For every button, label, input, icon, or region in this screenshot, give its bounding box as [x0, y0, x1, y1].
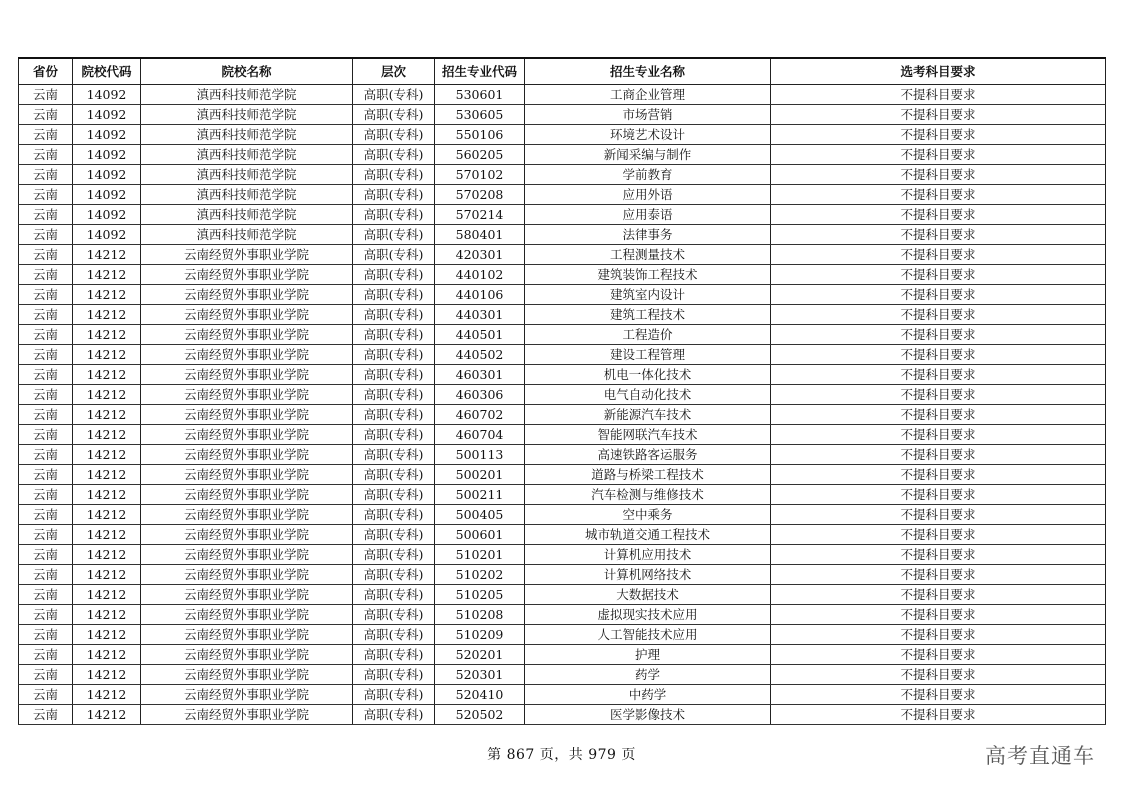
page-number: 第 867 页，共 979 页 [487, 747, 636, 763]
cell-major-name: 城市轨道交通工程技术 [525, 525, 771, 545]
table-row [19, 605, 1106, 625]
cell-school-code: 14092 [73, 165, 141, 185]
cell-subject-requirement: 不提科目要求 [771, 105, 1106, 125]
cell-school-code: 14092 [73, 125, 141, 145]
cell-subject-requirement: 不提科目要求 [771, 485, 1106, 505]
cell-major-code: 520502 [435, 705, 525, 725]
cell-province: 云南 [19, 365, 73, 385]
header-school-code: 院校代码 [73, 58, 141, 85]
cell-school-name: 云南经贸外事职业学院 [141, 425, 353, 445]
cell-subject-requirement: 不提科目要求 [771, 445, 1106, 465]
cell-level: 高职(专科) [353, 85, 435, 105]
cell-major-code: 460306 [435, 385, 525, 405]
cell-major-name: 环境艺术设计 [525, 125, 771, 145]
cell-school-code: 14212 [73, 625, 141, 645]
cell-school-name: 滇西科技师范学院 [141, 125, 353, 145]
cell-subject-requirement: 不提科目要求 [771, 305, 1106, 325]
cell-major-name: 建筑装饰工程技术 [525, 265, 771, 285]
cell-school-name: 云南经贸外事职业学院 [141, 685, 353, 705]
cell-major-code: 570208 [435, 185, 525, 205]
cell-province: 云南 [19, 525, 73, 545]
cell-school-code: 14212 [73, 325, 141, 345]
cell-major-name: 应用泰语 [525, 205, 771, 225]
cell-major-code: 420301 [435, 245, 525, 265]
cell-major-code: 440301 [435, 305, 525, 325]
cell-level: 高职(专科) [353, 285, 435, 305]
cell-school-name: 云南经贸外事职业学院 [141, 405, 353, 425]
cell-province: 云南 [19, 145, 73, 165]
cell-school-code: 14212 [73, 445, 141, 465]
cell-level: 高职(专科) [353, 685, 435, 705]
cell-province: 云南 [19, 265, 73, 285]
cell-major-code: 440106 [435, 285, 525, 305]
cell-major-code: 500201 [435, 465, 525, 485]
cell-major-code: 520410 [435, 685, 525, 705]
cell-subject-requirement: 不提科目要求 [771, 685, 1106, 705]
cell-level: 高职(专科) [353, 225, 435, 245]
cell-school-code: 14212 [73, 505, 141, 525]
cell-major-name: 市场营销 [525, 105, 771, 125]
cell-province: 云南 [19, 465, 73, 485]
cell-province: 云南 [19, 665, 73, 685]
cell-major-code: 510202 [435, 565, 525, 585]
cell-province: 云南 [19, 305, 73, 325]
cell-school-code: 14092 [73, 225, 141, 245]
table-row [19, 345, 1106, 365]
cell-school-name: 云南经贸外事职业学院 [141, 605, 353, 625]
cell-school-code: 14212 [73, 365, 141, 385]
cell-major-name: 虚拟现实技术应用 [525, 605, 771, 625]
header-major-name: 招生专业名称 [525, 58, 771, 85]
cell-school-code: 14212 [73, 485, 141, 505]
cell-level: 高职(专科) [353, 405, 435, 425]
cell-subject-requirement: 不提科目要求 [771, 645, 1106, 665]
cell-major-name: 药学 [525, 665, 771, 685]
cell-province: 云南 [19, 425, 73, 445]
cell-level: 高职(专科) [353, 505, 435, 525]
cell-subject-requirement: 不提科目要求 [771, 225, 1106, 245]
cell-level: 高职(专科) [353, 525, 435, 545]
cell-school-code: 14212 [73, 265, 141, 285]
cell-major-name: 大数据技术 [525, 585, 771, 605]
cell-major-code: 520301 [435, 665, 525, 685]
cell-major-name: 电气自动化技术 [525, 385, 771, 405]
table-row [19, 145, 1106, 165]
cell-major-code: 440501 [435, 325, 525, 345]
cell-school-name: 云南经贸外事职业学院 [141, 525, 353, 545]
cell-major-code: 570102 [435, 165, 525, 185]
table-row [19, 305, 1106, 325]
cell-level: 高职(专科) [353, 425, 435, 445]
cell-school-code: 14212 [73, 645, 141, 665]
cell-subject-requirement: 不提科目要求 [771, 325, 1106, 345]
cell-major-code: 510208 [435, 605, 525, 625]
table-row [19, 325, 1106, 345]
cell-province: 云南 [19, 85, 73, 105]
table-row [19, 685, 1106, 705]
table-row [19, 365, 1106, 385]
cell-major-name: 汽车检测与维修技术 [525, 485, 771, 505]
cell-school-code: 14212 [73, 705, 141, 725]
cell-province: 云南 [19, 625, 73, 645]
table-row [19, 485, 1106, 505]
header-major-code: 招生专业代码 [435, 58, 525, 85]
cell-level: 高职(专科) [353, 125, 435, 145]
cell-school-name: 云南经贸外事职业学院 [141, 705, 353, 725]
cell-major-name: 工商企业管理 [525, 85, 771, 105]
cell-subject-requirement: 不提科目要求 [771, 205, 1106, 225]
cell-major-name: 医学影像技术 [525, 705, 771, 725]
table-row [19, 165, 1106, 185]
cell-level: 高职(专科) [353, 565, 435, 585]
cell-province: 云南 [19, 325, 73, 345]
admission-requirements-table [18, 57, 1106, 725]
cell-major-name: 中药学 [525, 685, 771, 705]
table-row [19, 465, 1106, 485]
table-row [19, 125, 1106, 145]
table-row [19, 385, 1106, 405]
cell-subject-requirement: 不提科目要求 [771, 585, 1106, 605]
cell-subject-requirement: 不提科目要求 [771, 245, 1106, 265]
cell-school-code: 14212 [73, 345, 141, 365]
cell-major-name: 建筑室内设计 [525, 285, 771, 305]
cell-province: 云南 [19, 645, 73, 665]
cell-school-name: 滇西科技师范学院 [141, 145, 353, 165]
cell-major-name: 护理 [525, 645, 771, 665]
cell-major-code: 560205 [435, 145, 525, 165]
cell-school-name: 滇西科技师范学院 [141, 225, 353, 245]
cell-level: 高职(专科) [353, 465, 435, 485]
cell-school-name: 云南经贸外事职业学院 [141, 485, 353, 505]
cell-school-code: 14212 [73, 665, 141, 685]
cell-subject-requirement: 不提科目要求 [771, 545, 1106, 565]
cell-major-name: 道路与桥梁工程技术 [525, 465, 771, 485]
cell-subject-requirement: 不提科目要求 [771, 525, 1106, 545]
cell-province: 云南 [19, 485, 73, 505]
cell-subject-requirement: 不提科目要求 [771, 565, 1106, 585]
cell-school-name: 云南经贸外事职业学院 [141, 545, 353, 565]
cell-major-code: 510201 [435, 545, 525, 565]
cell-school-name: 云南经贸外事职业学院 [141, 305, 353, 325]
cell-school-code: 14212 [73, 465, 141, 485]
cell-school-name: 滇西科技师范学院 [141, 85, 353, 105]
cell-major-name: 高速铁路客运服务 [525, 445, 771, 465]
table-row [19, 105, 1106, 125]
cell-major-name: 新闻采编与制作 [525, 145, 771, 165]
cell-school-name: 滇西科技师范学院 [141, 105, 353, 125]
cell-level: 高职(专科) [353, 325, 435, 345]
cell-major-code: 530601 [435, 85, 525, 105]
cell-school-name: 云南经贸外事职业学院 [141, 645, 353, 665]
cell-level: 高职(专科) [353, 485, 435, 505]
cell-level: 高职(专科) [353, 385, 435, 405]
cell-school-name: 云南经贸外事职业学院 [141, 385, 353, 405]
cell-level: 高职(专科) [353, 445, 435, 465]
cell-province: 云南 [19, 505, 73, 525]
cell-major-name: 建筑工程技术 [525, 305, 771, 325]
table-row [19, 445, 1106, 465]
header-level: 层次 [353, 58, 435, 85]
cell-major-name: 机电一体化技术 [525, 365, 771, 385]
cell-major-name: 新能源汽车技术 [525, 405, 771, 425]
cell-school-code: 14212 [73, 385, 141, 405]
cell-school-code: 14212 [73, 685, 141, 705]
table-row [19, 405, 1106, 425]
cell-major-code: 550106 [435, 125, 525, 145]
header-subject-requirement: 选考科目要求 [771, 58, 1106, 85]
cell-province: 云南 [19, 445, 73, 465]
cell-major-code: 460702 [435, 405, 525, 425]
cell-subject-requirement: 不提科目要求 [771, 365, 1106, 385]
cell-school-code: 14212 [73, 585, 141, 605]
cell-subject-requirement: 不提科目要求 [771, 505, 1106, 525]
cell-major-name: 建设工程管理 [525, 345, 771, 365]
cell-major-name: 学前教育 [525, 165, 771, 185]
cell-province: 云南 [19, 225, 73, 245]
cell-school-code: 14212 [73, 605, 141, 625]
cell-major-code: 440502 [435, 345, 525, 365]
cell-level: 高职(专科) [353, 605, 435, 625]
cell-school-name: 云南经贸外事职业学院 [141, 445, 353, 465]
cell-major-code: 510205 [435, 585, 525, 605]
cell-school-code: 14092 [73, 105, 141, 125]
cell-major-code: 500405 [435, 505, 525, 525]
cell-subject-requirement: 不提科目要求 [771, 665, 1106, 685]
cell-level: 高职(专科) [353, 545, 435, 565]
cell-major-name: 应用外语 [525, 185, 771, 205]
cell-subject-requirement: 不提科目要求 [771, 425, 1106, 445]
cell-subject-requirement: 不提科目要求 [771, 145, 1106, 165]
cell-major-code: 520201 [435, 645, 525, 665]
table-row [19, 245, 1106, 265]
cell-level: 高职(专科) [353, 365, 435, 385]
cell-province: 云南 [19, 245, 73, 265]
cell-school-name: 云南经贸外事职业学院 [141, 585, 353, 605]
cell-level: 高职(专科) [353, 245, 435, 265]
cell-subject-requirement: 不提科目要求 [771, 185, 1106, 205]
header-province: 省份 [19, 58, 73, 85]
cell-major-code: 460704 [435, 425, 525, 445]
table-row [19, 625, 1106, 645]
cell-school-name: 云南经贸外事职业学院 [141, 265, 353, 285]
cell-subject-requirement: 不提科目要求 [771, 265, 1106, 285]
cell-subject-requirement: 不提科目要求 [771, 285, 1106, 305]
cell-school-name: 云南经贸外事职业学院 [141, 465, 353, 485]
table-row [19, 565, 1106, 585]
cell-major-name: 工程测量技术 [525, 245, 771, 265]
cell-major-code: 440102 [435, 265, 525, 285]
header-school-name: 院校名称 [141, 58, 353, 85]
cell-school-code: 14092 [73, 145, 141, 165]
cell-major-name: 人工智能技术应用 [525, 625, 771, 645]
table-row [19, 645, 1106, 665]
cell-subject-requirement: 不提科目要求 [771, 465, 1106, 485]
table-row [19, 505, 1106, 525]
table-row [19, 705, 1106, 725]
cell-major-code: 580401 [435, 225, 525, 245]
watermark-logo-text: 高考直通车 [985, 744, 1095, 768]
cell-school-code: 14092 [73, 85, 141, 105]
cell-school-code: 14212 [73, 285, 141, 305]
table-row [19, 205, 1106, 225]
cell-school-name: 云南经贸外事职业学院 [141, 505, 353, 525]
cell-major-code: 530605 [435, 105, 525, 125]
cell-subject-requirement: 不提科目要求 [771, 405, 1106, 425]
cell-major-code: 570214 [435, 205, 525, 225]
cell-level: 高职(专科) [353, 345, 435, 365]
cell-school-name: 云南经贸外事职业学院 [141, 365, 353, 385]
cell-province: 云南 [19, 385, 73, 405]
cell-subject-requirement: 不提科目要求 [771, 165, 1106, 185]
cell-major-code: 500113 [435, 445, 525, 465]
cell-province: 云南 [19, 165, 73, 185]
cell-level: 高职(专科) [353, 645, 435, 665]
cell-subject-requirement: 不提科目要求 [771, 125, 1106, 145]
cell-level: 高职(专科) [353, 205, 435, 225]
cell-province: 云南 [19, 285, 73, 305]
cell-province: 云南 [19, 545, 73, 565]
cell-school-name: 云南经贸外事职业学院 [141, 325, 353, 345]
cell-major-name: 计算机网络技术 [525, 565, 771, 585]
table-row [19, 285, 1106, 305]
cell-school-name: 滇西科技师范学院 [141, 205, 353, 225]
cell-province: 云南 [19, 405, 73, 425]
cell-subject-requirement: 不提科目要求 [771, 85, 1106, 105]
cell-school-code: 14212 [73, 405, 141, 425]
cell-province: 云南 [19, 605, 73, 625]
cell-province: 云南 [19, 565, 73, 585]
cell-level: 高职(专科) [353, 705, 435, 725]
cell-province: 云南 [19, 125, 73, 145]
cell-subject-requirement: 不提科目要求 [771, 385, 1106, 405]
cell-major-name: 工程造价 [525, 325, 771, 345]
cell-school-name: 滇西科技师范学院 [141, 185, 353, 205]
cell-level: 高职(专科) [353, 145, 435, 165]
table-body [19, 85, 1106, 725]
cell-school-name: 云南经贸外事职业学院 [141, 285, 353, 305]
cell-major-name: 法律事务 [525, 225, 771, 245]
cell-school-name: 云南经贸外事职业学院 [141, 625, 353, 645]
cell-subject-requirement: 不提科目要求 [771, 625, 1106, 645]
cell-major-code: 500211 [435, 485, 525, 505]
table-row [19, 425, 1106, 445]
table-row [19, 185, 1106, 205]
cell-level: 高职(专科) [353, 305, 435, 325]
cell-school-code: 14212 [73, 525, 141, 545]
cell-level: 高职(专科) [353, 165, 435, 185]
cell-school-code: 14092 [73, 205, 141, 225]
cell-level: 高职(专科) [353, 265, 435, 285]
table-row [19, 545, 1106, 565]
cell-major-code: 460301 [435, 365, 525, 385]
cell-school-name: 云南经贸外事职业学院 [141, 345, 353, 365]
cell-level: 高职(专科) [353, 625, 435, 645]
cell-province: 云南 [19, 585, 73, 605]
cell-school-name: 云南经贸外事职业学院 [141, 245, 353, 265]
table-row [19, 85, 1106, 105]
cell-subject-requirement: 不提科目要求 [771, 345, 1106, 365]
cell-school-name: 滇西科技师范学院 [141, 165, 353, 185]
cell-major-code: 510209 [435, 625, 525, 645]
cell-province: 云南 [19, 685, 73, 705]
cell-school-code: 14212 [73, 545, 141, 565]
cell-major-name: 智能网联汽车技术 [525, 425, 771, 445]
cell-major-code: 500601 [435, 525, 525, 545]
cell-school-code: 14212 [73, 425, 141, 445]
cell-school-code: 14212 [73, 245, 141, 265]
cell-school-name: 云南经贸外事职业学院 [141, 565, 353, 585]
cell-level: 高职(专科) [353, 105, 435, 125]
cell-major-name: 计算机应用技术 [525, 545, 771, 565]
cell-major-name: 空中乘务 [525, 505, 771, 525]
cell-school-name: 云南经贸外事职业学院 [141, 665, 353, 685]
cell-level: 高职(专科) [353, 185, 435, 205]
table-row [19, 525, 1106, 545]
cell-level: 高职(专科) [353, 585, 435, 605]
cell-province: 云南 [19, 345, 73, 365]
table-row [19, 665, 1106, 685]
cell-province: 云南 [19, 185, 73, 205]
table-header-row [19, 58, 1106, 85]
cell-subject-requirement: 不提科目要求 [771, 705, 1106, 725]
cell-province: 云南 [19, 205, 73, 225]
table-row [19, 265, 1106, 285]
cell-subject-requirement: 不提科目要求 [771, 605, 1106, 625]
cell-province: 云南 [19, 705, 73, 725]
cell-province: 云南 [19, 105, 73, 125]
cell-school-code: 14212 [73, 305, 141, 325]
cell-level: 高职(专科) [353, 665, 435, 685]
table-row [19, 225, 1106, 245]
table-row [19, 585, 1106, 605]
cell-school-code: 14212 [73, 565, 141, 585]
cell-school-code: 14092 [73, 185, 141, 205]
